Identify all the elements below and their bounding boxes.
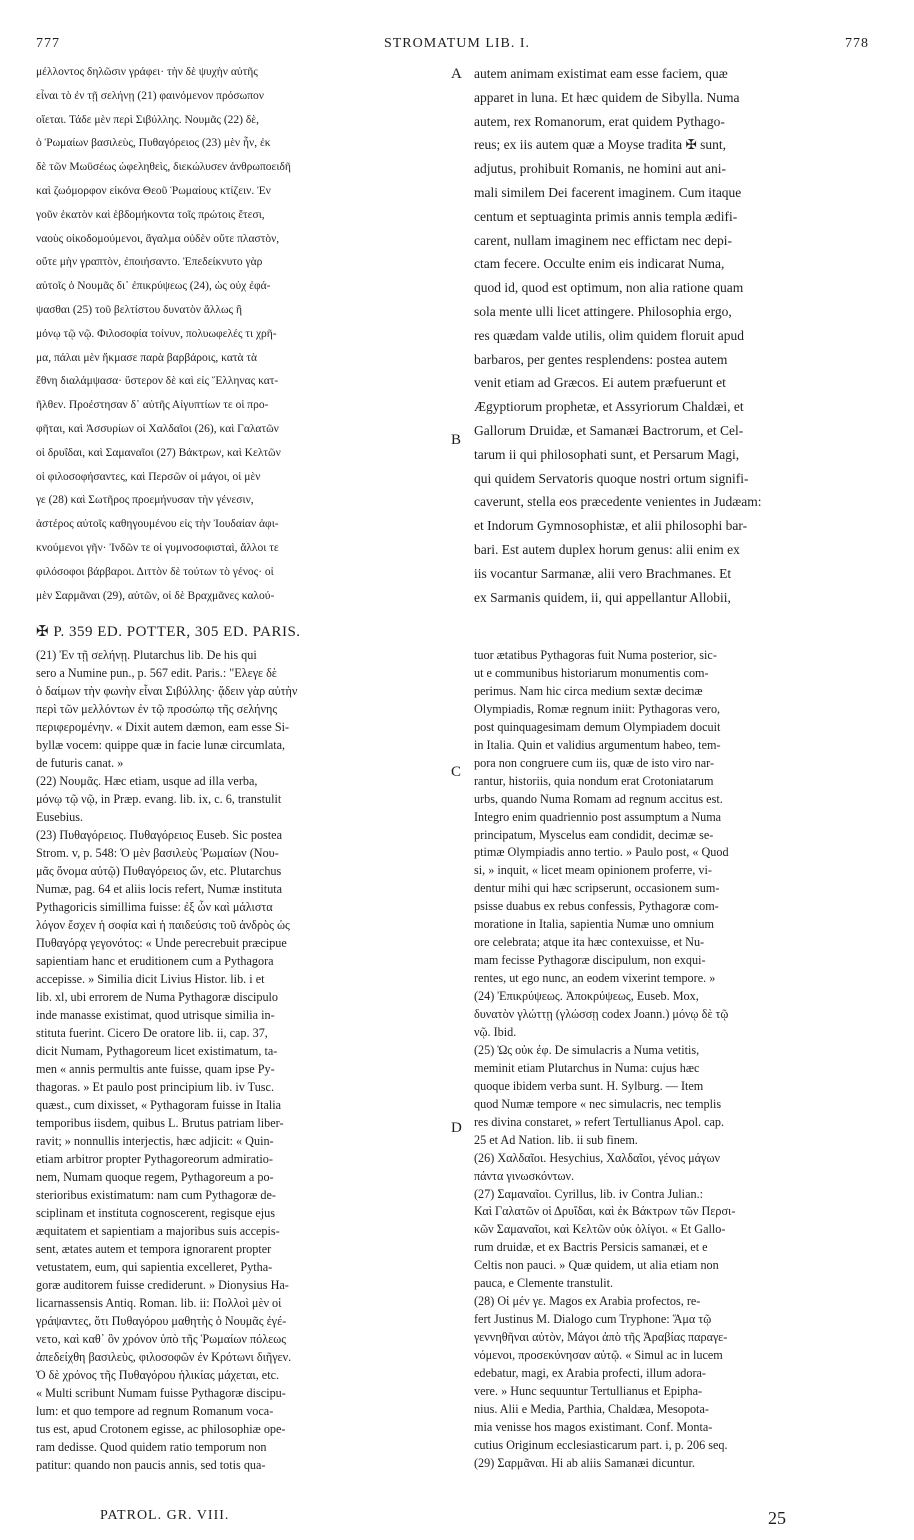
- footnote-line: Καὶ Γαλατῶν οἱ Δρυΐδαι, καὶ ἐκ Βάκτρων τῶν Περσι-: [474, 1204, 736, 1219]
- footnote-line: μᾶς ὄνομα αὐτῷ) Πυθαγόρειος ὤν, etc. Plutarchus: [36, 864, 282, 878]
- footnote-line: nem, Numam quoque regem, Pythagoreum a po-: [36, 1170, 274, 1184]
- footnote-line: Olympiadis, Romæ regnum iniit: Pythagoras vero,: [474, 701, 721, 716]
- greek-text-line: μα, πάλαι μὲν ἤκμασε παρὰ βαρβάροις, κατὰ τὰ: [36, 351, 258, 364]
- footnote-line: νόμενοι, προσεκύνησαν αὐτῷ. « Simul ac in lucem: [474, 1348, 723, 1363]
- footnote-line: inde manasse existimat, quod utrisque similia in-: [36, 1008, 275, 1022]
- footnote-line: tuor ætatibus Pythagoras fuit Numa posterior, sic-: [474, 648, 717, 662]
- footnote-line: Integro enim quadriennio post assumptum a Numa: [474, 809, 722, 824]
- footnote-line: sent, ætates autem et tempora ignorarent propter: [36, 1242, 272, 1256]
- greek-text-line: οἱ φιλοσοφήσαντες, καὶ Περσῶν οἱ μάγοι, οἱ μὲν: [36, 470, 261, 483]
- footnote-line: Pythagoricis simillima fuisse: ἐξ ὧν καὶ μάλιστα: [36, 900, 273, 914]
- greek-text-line: ναοὺς οἰκοδομούμενοι, ἄγαλμα οὐδὲν οὔτε πλαστὸν,: [36, 232, 280, 245]
- footnote-line: ram dedisse. Quod quidem ratio temporum non: [36, 1440, 267, 1454]
- footnote-line: principatum, Myscelus eam condidit, decimæ se-: [474, 827, 714, 842]
- latin-text-line: Gallorum Druidæ, et Samanæi Bactrorum, et Cel-: [474, 423, 744, 438]
- footnote-line: (23) Πυθαγόρειος. Πυθαγόρειος Euseb. Sic postea: [36, 828, 282, 842]
- footnote-line: moratione in Italia, sapientia Numæ uno omnium: [474, 917, 714, 932]
- footnote-line: quoque ibidem verba sunt. H. Sylburg. — Item: [474, 1078, 704, 1093]
- footnote-line: (22) Νουμᾶς. Hæc etiam, usque ad illa verba,: [36, 774, 258, 788]
- section-marker-a: A: [451, 66, 462, 82]
- latin-text-line: tarum ii qui philosophati sunt, et Persarum Magi,: [474, 446, 740, 462]
- footer-series: PATROL. GR. VIII.: [100, 1508, 230, 1523]
- footnote-line: mam fecisse Pythagoræ discipulum, non exqui-: [474, 953, 706, 968]
- footnote-line: quæst., cum dixisset, « Pythagoram fuisse in Italia: [36, 1098, 282, 1112]
- footnote-line: νετο, καὶ καθ᾽ ὃν χρόνον ὑπὸ τῆς Ῥωμαίων πόλεως: [36, 1332, 287, 1346]
- footnote-line: μόνῳ τῷ νῷ, in Præp. evang. lib. ix, c. 6, transtulit: [36, 792, 282, 806]
- footnote-line: sterioribus existimatum: nam cum Pythagoræ de-: [36, 1188, 276, 1202]
- footnote-line: meminit etiam Plutarchus in Numa: cujus hæc: [474, 1060, 700, 1075]
- latin-text-line: sola mente ulli licet attingere. Philosophia ergo,: [474, 304, 732, 319]
- latin-text-line: venit etiam ad Græcos. Ei autem præfuerunt et: [474, 375, 726, 391]
- footnote-line: psisse duabus ex rebus confessis, Pythagoræ com-: [474, 899, 719, 914]
- latin-text-line: iis vocantur Sarmanæ, alii vero Brachmanes. Et: [474, 565, 732, 581]
- footnote-line: (21) Ἐν τῇ σελήνῃ. Plutarchus lib. De his qui: [36, 648, 257, 662]
- right-page-number: 778: [845, 36, 869, 51]
- footnote-line: dentur mihi qui hæc scripserunt, occasionem sum-: [474, 881, 720, 896]
- footnote-line: urbs, quando Numa Romam ad regnum accitus est.: [474, 791, 723, 806]
- footnote-line: ptimæ Olympiadis anno tertio. » Paulo post, « Quod: [474, 845, 729, 860]
- greek-text-line: οἴεται. Τάδε μὲν περὶ Σιβύλλης. Νουμᾶς (22) δὲ,: [36, 113, 259, 126]
- footnote-line: dicit Numam, Pythagoreum licet existimatum, ta-: [36, 1044, 278, 1058]
- footnote-line: Ὁ δὲ χρόνος τῆς Πυθαγόρου ἡλικίας μάχεται, etc.: [36, 1368, 280, 1382]
- footnote-line: (24) Ἐπικρύψεως. Ἀποκρύψεως, Euseb. Mox,: [474, 989, 699, 1004]
- footnote-line: Eusebius.: [36, 810, 84, 824]
- latin-text-line: centum et septuaginta primis annis templa ædifi-: [474, 208, 738, 224]
- footnote-line: κῶν Σαμαναῖοι, καὶ Κελτῶν οὐκ ὀλίγοι. « Et Gallo-: [474, 1222, 726, 1237]
- footnote-line: de futuris canat. »: [36, 756, 124, 770]
- footnote-line: vere. » Hunc sequuntur Tertullianus et Epipha-: [474, 1383, 703, 1398]
- footnote-line: ἀπεδείχθη βασιλεὺς, φιλοσοφῶν ἐν Κρότωνι διῆγεν.: [36, 1350, 292, 1364]
- greek-text-line: γε (28) καὶ Σωτῆρος προεμήνυσαν τὴν γένεσιν,: [36, 494, 254, 507]
- footnote-line: byllæ vocem: quippe quæ in facie lunæ circumlata,: [36, 738, 286, 752]
- latin-text-line: ex Sarmanis quidem, ii, qui appellantur Allobii,: [474, 589, 731, 605]
- footnote-line: « Multi scribunt Numam fuisse Pythagoræ discipu-: [36, 1386, 286, 1400]
- footnote-line: ore celebrata; atque ita hæc contexuisse, et Nu-: [474, 935, 705, 950]
- footnote-line: post quinquagesimam demum Olympiadem docuit: [474, 719, 721, 734]
- footnote-line: (29) Σαρμᾶναι. Hi ab aliis Samanæi dicuntur.: [474, 1455, 695, 1470]
- latin-text-line: adjutus, prohibuit Romanis, ne homini aut ani-: [474, 161, 726, 177]
- footnote-line: pora non congruere cum iis, quæ de isto viro nar-: [474, 755, 715, 770]
- footnote-line: Πυθαγόρᾳ γεγονότος: « Unde perecrebuit præcipue: [36, 936, 287, 950]
- section-marker-c: C: [451, 764, 462, 780]
- greek-text-line: γοῦν ἑκατὸν καὶ ἑβδομήκοντα τοῖς πρώτοις ἔτεσι,: [36, 208, 265, 221]
- footnote-line: pauca, e Clemente transtulit.: [474, 1276, 614, 1291]
- latin-text-line: apparet in luna. Et hæc quidem de Sibylla. Numa: [474, 89, 740, 105]
- footnote-line: thagoras. » Et paulo post principium lib. iv Tusc.: [36, 1080, 274, 1094]
- greek-text-line: μόνῳ τῷ νῷ. Φιλοσοφία τοίνυν, πολυωφελές τι χρῆ-: [36, 327, 277, 340]
- footnote-line: λόγον ἔσχεν ἡ σοφία καὶ ἡ παιδεύσις τοῦ ἀνδρὸς ὡς: [36, 918, 290, 932]
- footnote-line: sapientiam hanc et eruditionem cum a Pythagora: [36, 954, 274, 968]
- edition-reference: ✠ P. 359 ED. POTTER, 305 ED. PARIS.: [36, 624, 301, 640]
- footnote-line: rentes, ut ego nunc, an eodem vixerint tempore. »: [474, 971, 716, 986]
- footnote-line: (26) Χαλδαῖοι. Hesychius, Χαλδαῖοι, γένος μάγων: [474, 1150, 720, 1165]
- running-title: STROMATUM LIB. I.: [383, 36, 531, 51]
- footnote-line: ravit; » nonnullis interjectis, hæc adjicit: « Quin-: [36, 1134, 274, 1148]
- latin-text-line: autem animam existimat eam esse faciem, quæ: [474, 66, 728, 81]
- footnote-line: tus est, apud Crotonem egisse, ac philosophiæ ope-: [36, 1422, 286, 1436]
- greek-text-line: ψασθαι (25) τοῦ βελτίστου δυνατὸν ἄλλως ἢ: [36, 304, 242, 316]
- footnote-line: edebatur, magi, ex Arabia profecti, illum adora-: [474, 1366, 706, 1380]
- footnote-line: γεννηθῆναι αὐτὸν, Μάγοι ἀπὸ τῆς Ἀραβίας παραγε-: [474, 1330, 728, 1345]
- greek-text-line: καὶ ζωόμορφον εἰκόνα Θεοῦ Ῥωμαίους κτίζειν. Ἐν: [36, 185, 271, 197]
- latin-text-line: autem, rex Romanorum, erat quidem Pythago-: [474, 113, 725, 129]
- footnote-line: lib. xl, ubi errorem de Numa Pythagoræ discipulo: [36, 990, 279, 1004]
- footnote-line: (28) Οἱ μέν γε. Magos ex Arabia profectos, re-: [474, 1294, 701, 1309]
- footnote-line: (27) Σαμαναῖοι. Cyrillus, lib. iv Contra Julian.:: [474, 1186, 704, 1201]
- latin-text-line: barbaros, per gentes resplendens: postea autem: [474, 351, 728, 367]
- footnote-line: perimus. Nam hic circa medium sextæ decimæ: [474, 683, 703, 698]
- greek-text-line: φιλόσοφοι βάρβαροι. Διττὸν δὲ τούτων τὸ γένος· οἱ: [36, 565, 274, 578]
- footnote-line: stituta fuerint. Cicero De oratore lib. ii, cap. 37,: [36, 1026, 268, 1040]
- greek-text-line: δὲ τῶν Μωϋσέως ὠφεληθεὶς, διεκώλυσεν ἀνθρωποειδῆ: [36, 161, 291, 174]
- greek-text-line: μέλλοντος δηλῶσιν γράφει· τὴν δὲ ψυχὴν αὐτῆς: [36, 66, 258, 78]
- footer-sheet-number: 25: [768, 1508, 786, 1528]
- latin-text-line: mali similem Dei facerent imaginem. Cum itaque: [474, 185, 742, 200]
- latin-text-line: caverunt, stella eos præcedente venientes in Judæam:: [474, 494, 762, 510]
- footnote-line: γράψαντες, ὅτι Πυθαγόρου μαθητὴς ὁ Νουμᾶς ἐγέ-: [36, 1314, 287, 1328]
- footnote-line: lum: et quo tempore ad regnum Romanum voca-: [36, 1404, 274, 1418]
- footnote-line: goræ auditorem fuisse crediderunt. » Dionysius Ha-: [36, 1278, 289, 1292]
- footnote-line: (25) Ὡς οὐκ ἐφ. De simulacris a Numa vetitis,: [474, 1042, 700, 1057]
- greek-text-line: ἀστέρος αὐτοῖς καθηγουμένου εἰς τὴν Ἰουδαίαν ἀφι-: [36, 518, 279, 531]
- footnote-line: vetustatem, eum, qui sapientia excelleret, Pytha-: [36, 1260, 273, 1274]
- footnote-line: περιφερομένην. « Dixit autem dæmon, eam esse Si-: [36, 720, 290, 734]
- footnote-line: ὁ δαίμων τὴν φωνὴν εἶναι Σιβύλλης· ᾄδειν γὰρ αὐτὴν: [36, 684, 298, 698]
- footnote-line: licarnassensis Antiq. Roman. lib. ii: Πολλοὶ μὲν οἱ: [36, 1296, 282, 1310]
- footnote-line: sciplinam et instituta cognoscerent, regisque ejus: [36, 1206, 275, 1220]
- footnote-line: men « annis permultis ante fuisse, quam ipse Py-: [36, 1062, 275, 1076]
- footnote-line: fert Justinus M. Dialogo cum Tryphone: Ἅμα τῷ: [474, 1312, 712, 1327]
- latin-text-line: bari. Est autem duplex horum genus: alii enim ex: [474, 542, 740, 557]
- latin-text-line: carent, nullam imaginem nec effictam nec depi-: [474, 232, 733, 248]
- greek-text-line: ἔθνη διαλάμψασα· ὕστερον δὲ καὶ εἰς Ἕλληνας κατ-: [36, 375, 279, 388]
- footnote-line: quod Numæ tempore « nec simulacris, nec templis: [474, 1096, 722, 1111]
- greek-text-line: εἶναι τὸ ἐν τῇ σελήνῃ (21) φαινόμενον πρόσωπον: [36, 89, 264, 102]
- footnote-line: æquitatem et sapientiam a majoribus suis accepis-: [36, 1224, 280, 1238]
- footnote-line: si, » inquit, « licet meam opinionem proferre, vi-: [474, 863, 712, 878]
- section-marker-b: B: [451, 432, 462, 448]
- left-page-number: 777: [36, 36, 60, 51]
- greek-text-line: κνούμενοι γῆν· Ἰνδῶν τε οἱ γυμνοσοφισταὶ, ἄλλοι τε: [36, 542, 279, 554]
- greek-text-line: ῆλθεν. Προέστησαν δ᾽ αὐτῆς Αἰγυπτίων τε οἱ προ-: [36, 399, 269, 412]
- footnote-line: δυνατὸν γλώττῃ (γλώσσῃ codex Joann.) μόνῳ δὲ τῷ: [474, 1007, 729, 1021]
- footnote-line: πάντα γινωσκόντων.: [474, 1168, 575, 1183]
- latin-text-line: reus; ex iis autem quæ a Moyse tradita ✠ sunt,: [474, 137, 727, 153]
- latin-text-line: et Indorum Gymnosophistæ, et alii philosophi bar-: [474, 518, 748, 534]
- greek-text-line: αὐτοῖς ὁ Νουμᾶς δι᾽ ἐπικρύψεως (24), ὡς οὐχ ἐφά-: [36, 280, 271, 293]
- footnote-line: temporibus iisdem, quibus L. Brutus patriam liber-: [36, 1116, 284, 1130]
- footnote-line: nius. Alii e Media, Parthia, Chaldæa, Mesopota-: [474, 1401, 709, 1416]
- footnote-line: rantur, historiis, quia nondum erat Crotoniatarum: [474, 773, 714, 788]
- latin-text-line: res quædam valde utilis, olim quidem floruit apud: [474, 327, 744, 343]
- greek-text-line: οἱ δρυΐδαι, καὶ Σαμαναῖοι (27) Βάκτρων, καὶ Κελτῶν: [36, 446, 281, 459]
- greek-text-line: φῆται, καὶ Ἀσσυρίων οἱ Χαλδαῖοι (26), καὶ Γαλατῶν: [36, 423, 279, 435]
- footnote-line: mia venisse hos magos existimant. Conf. Monta-: [474, 1419, 713, 1434]
- footnote-line: 25 et Ad Nation. lib. ii sub finem.: [474, 1132, 638, 1147]
- greek-text-line: ὁ Ῥωμαίων βασιλεὺς, Πυθαγόρειος (23) μὲν ἦν, ἐκ: [36, 137, 271, 150]
- latin-text-line: quod id, quod est optimum, non alia ratione quam: [474, 280, 744, 296]
- latin-text-line: ctam fecere. Occulte enim eis indicarat Numa,: [474, 256, 725, 272]
- footnote-line: ut e communibus historiarum monumentis com-: [474, 665, 709, 680]
- footnote-line: cutius Originum ecclesiasticarum part. i, p. 206 seq.: [474, 1437, 728, 1452]
- greek-text-line: μὲν Σαρμᾶναι (29), αὐτῶν, οἱ δὲ Βραχμᾶνες καλού-: [36, 589, 275, 602]
- footnote-line: Numæ, pag. 64 et aliis locis refert, Numæ instituta: [36, 882, 283, 896]
- latin-text-line: qui quidem Servatoris quoque nostri ortum signifi-: [474, 470, 749, 486]
- footnote-line: in Italia. Quin et validius argumentum habeo, tem-: [474, 737, 721, 752]
- footnote-line: etiam arbitror propter Pythagoreorum admiratio-: [36, 1152, 273, 1166]
- footnote-line: Strom. v, p. 548: Ὁ μὲν βασιλεὺς Ῥωμαίων (Νου-: [36, 846, 279, 860]
- footnote-line: Celtis non pauci. » Quæ quidem, ut alia etiam non: [474, 1258, 719, 1273]
- greek-text-line: οὔτε μὴν γραπτὸν, ἐποιήσαντο. Ἐπεδείκνυτο γὰρ: [36, 256, 263, 269]
- section-marker-d: D: [451, 1120, 462, 1136]
- footnote-line: νῷ. Ibid.: [474, 1024, 517, 1039]
- footnote-line: περὶ τῶν μελλόντων ἐν τῷ προσώπῳ τῆς σελήνης: [36, 702, 278, 716]
- footnote-line: patitur: quando non paucis annis, sed totis qua-: [36, 1458, 266, 1472]
- footnote-line: sero a Numine pun., p. 567 edit. Paris.: "Ελεγε δὲ: [36, 666, 277, 680]
- latin-text-line: Ægyptiorum prophetæ, et Assyriorum Chaldæi, et: [474, 399, 744, 415]
- footnote-line: res divina constaret, » refert Tertullianus Apol. cap.: [474, 1114, 725, 1129]
- footnote-line: rum druidæ, et ex Bactris Persicis samanæi, et e: [474, 1240, 708, 1255]
- footnote-line: accepisse. » Similia dicit Livius Histor. lib. i et: [36, 972, 265, 986]
